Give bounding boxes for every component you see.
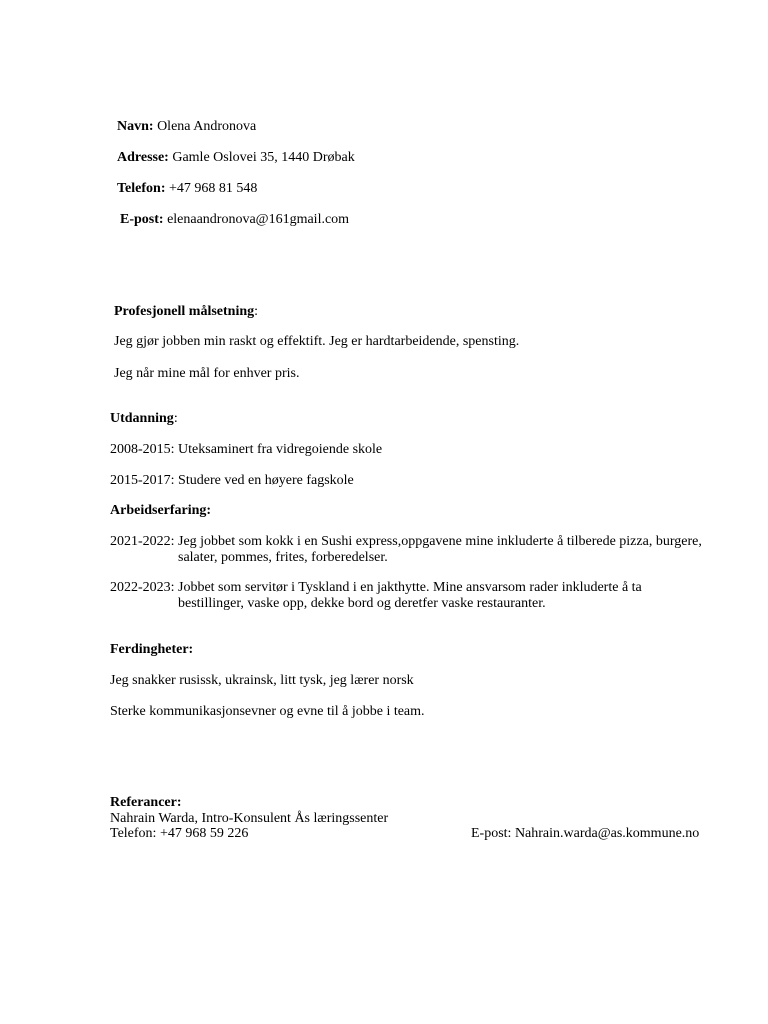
reference-phone: Telefon: +47 968 59 226 [110, 826, 249, 841]
education-heading-suffix: : [173, 411, 178, 426]
email-line [120, 212, 349, 228]
name-line [117, 119, 256, 135]
phone-value: +47 968 81 548 [168, 181, 258, 196]
objective-heading: Profesjonell målsetning [114, 304, 255, 319]
email-label: E-post: [120, 212, 164, 227]
experience-1-text: Jeg jobbet som kokk i en Sushi express,oppgavene mine inkluderte å tilberede pizza, burgere, salater, pommes, frites, forberedelser. [178, 534, 702, 565]
reference-email: E-post: Nahrain.warda@as.kommune.no [471, 826, 700, 841]
skills-heading: Ferdingheter: [110, 642, 194, 657]
email-value: elenaandronova@161gmail.com [167, 212, 350, 227]
education-item-1: 2008-2015: Uteksaminert fra vidregoiende skole [110, 442, 383, 457]
skills-item-2: Sterke kommunikasjonsevner og evne til å jobbe i team. [110, 704, 425, 719]
skills-item-1: Jeg snakker rusissk, ukrainsk, litt tysk, jeg lærer norsk [110, 673, 414, 688]
objective-line-1: Jeg gjør jobben min raskt og effektift. Jeg er hardtarbeidende, spensting. [114, 334, 520, 349]
references-heading: Referancer: [110, 795, 182, 810]
address-label: Adresse: [117, 150, 169, 165]
phone-line [117, 181, 257, 197]
phone-label: Telefon: [117, 181, 166, 196]
objective-heading-line [114, 304, 258, 320]
name-label: Navn: [117, 119, 154, 134]
name-value: Olena Andronova [157, 119, 257, 134]
address-value: Gamle Oslovei 35, 1440 Drøbak [172, 150, 355, 165]
experience-heading: Arbeidserfaring: [110, 503, 212, 518]
address-line [117, 150, 355, 166]
experience-2-text: Jobbet som servitør i Tyskland i en jakthytte. Mine ansvarsom rader inkluderte å ta bestillinger, vaske opp, dekke bord og deretfer vaske restauranter. [178, 580, 642, 611]
objective-heading-suffix: : [254, 304, 259, 319]
education-heading-line [110, 411, 178, 427]
experience-1-years: 2021-2022: [110, 534, 175, 549]
education-item-2: 2015-2017: Studere ved en høyere fagskole [110, 473, 354, 488]
experience-2-years: 2022-2023: [110, 580, 175, 595]
education-heading: Utdanning [110, 411, 174, 426]
reference-name: Nahrain Warda, Intro-Konsulent Ås læringssenter [110, 811, 389, 826]
objective-line-2: Jeg når mine mål for enhver pris. [114, 366, 300, 381]
